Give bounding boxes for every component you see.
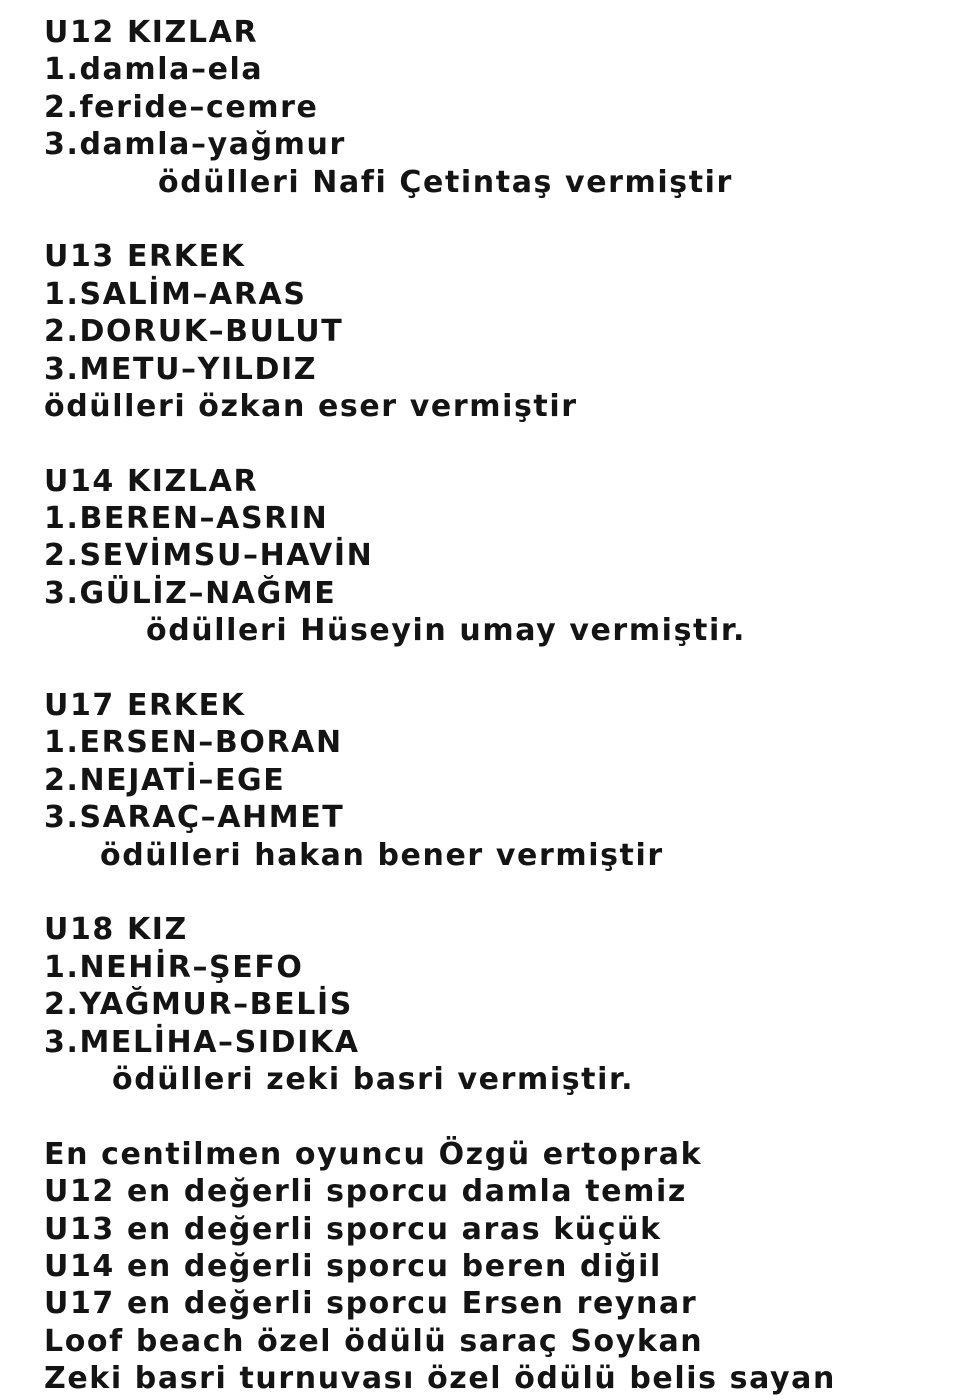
section-heading: U12 KIZLAR [44, 15, 259, 50]
section-heading: U18 KIZ [44, 912, 188, 948]
place-3: 3.SARAÇ–AHMET [44, 800, 345, 836]
place-2: 2.feride–cemre [44, 89, 319, 125]
place-2: 2.SEVİMSU–HAVİN [44, 538, 374, 574]
place-1: 1.ERSEN–BORAN [44, 725, 343, 761]
award-tournament-special: Zeki basri turnuvası özel ödülü belis sayan [44, 1361, 836, 1397]
award-u13-mvp: U13 en değerli sporcu aras küçük [44, 1211, 662, 1247]
section-u12-girls [44, 14, 944, 201]
place-2: 2.NEJATİ–EGE [44, 762, 286, 798]
special-awards [44, 1136, 944, 1398]
award-fair-play: En centilmen oyuncu Özgü ertoprak [44, 1136, 703, 1172]
place-1: 1.damla–ela [44, 52, 264, 88]
place-1: 1.NEHİR–ŞEFO [44, 949, 304, 985]
section-heading: U13 ERKEK [44, 239, 246, 275]
section-u17-boys [44, 687, 944, 874]
award-loof-beach: Loof beach özel ödülü saraç Soykan [44, 1323, 704, 1359]
section-heading: U14 KIZLAR [44, 463, 259, 499]
place-3: 3.METU–YILDIZ [44, 351, 318, 387]
section-u14-girls [44, 463, 944, 650]
section-heading: U17 ERKEK [44, 688, 246, 724]
place-3: 3.GÜLİZ–NAĞME [44, 575, 337, 611]
spacer [44, 1098, 944, 1135]
results-document [44, 14, 944, 1397]
spacer [44, 650, 944, 687]
place-1: 1.SALİM–ARAS [44, 276, 307, 312]
place-3: 3.MELİHA–SIDIKA [44, 1024, 360, 1060]
section-u18-girls [44, 911, 944, 1098]
place-1: 1.BEREN–ASRIN [44, 501, 329, 537]
sponsor-note: ödülleri zeki basri vermiştir. [112, 1061, 635, 1097]
award-u14-mvp: U14 en değerli sporcu beren diğil [44, 1248, 662, 1284]
sponsor-note: ödülleri Nafi Çetintaş vermiştir [158, 164, 733, 200]
spacer [44, 425, 944, 462]
award-u12-mvp: U12 en değerli sporcu damla temiz [44, 1174, 687, 1210]
sponsor-note: ödülleri özkan eser vermiştir [44, 388, 578, 424]
award-u17-mvp: U17 en değerli sporcu Ersen reynar [44, 1286, 698, 1322]
sponsor-note: ödülleri hakan bener vermiştir [100, 837, 664, 873]
place-2: 2.DORUK–BULUT [44, 314, 344, 350]
spacer [44, 201, 944, 238]
section-u13-boys [44, 238, 944, 425]
place-2: 2.YAĞMUR–BELİS [44, 987, 353, 1023]
spacer [44, 874, 944, 911]
place-3: 3.damla–yağmur [44, 127, 346, 163]
sponsor-note: ödülleri Hüseyin umay vermiştir. [146, 613, 746, 649]
